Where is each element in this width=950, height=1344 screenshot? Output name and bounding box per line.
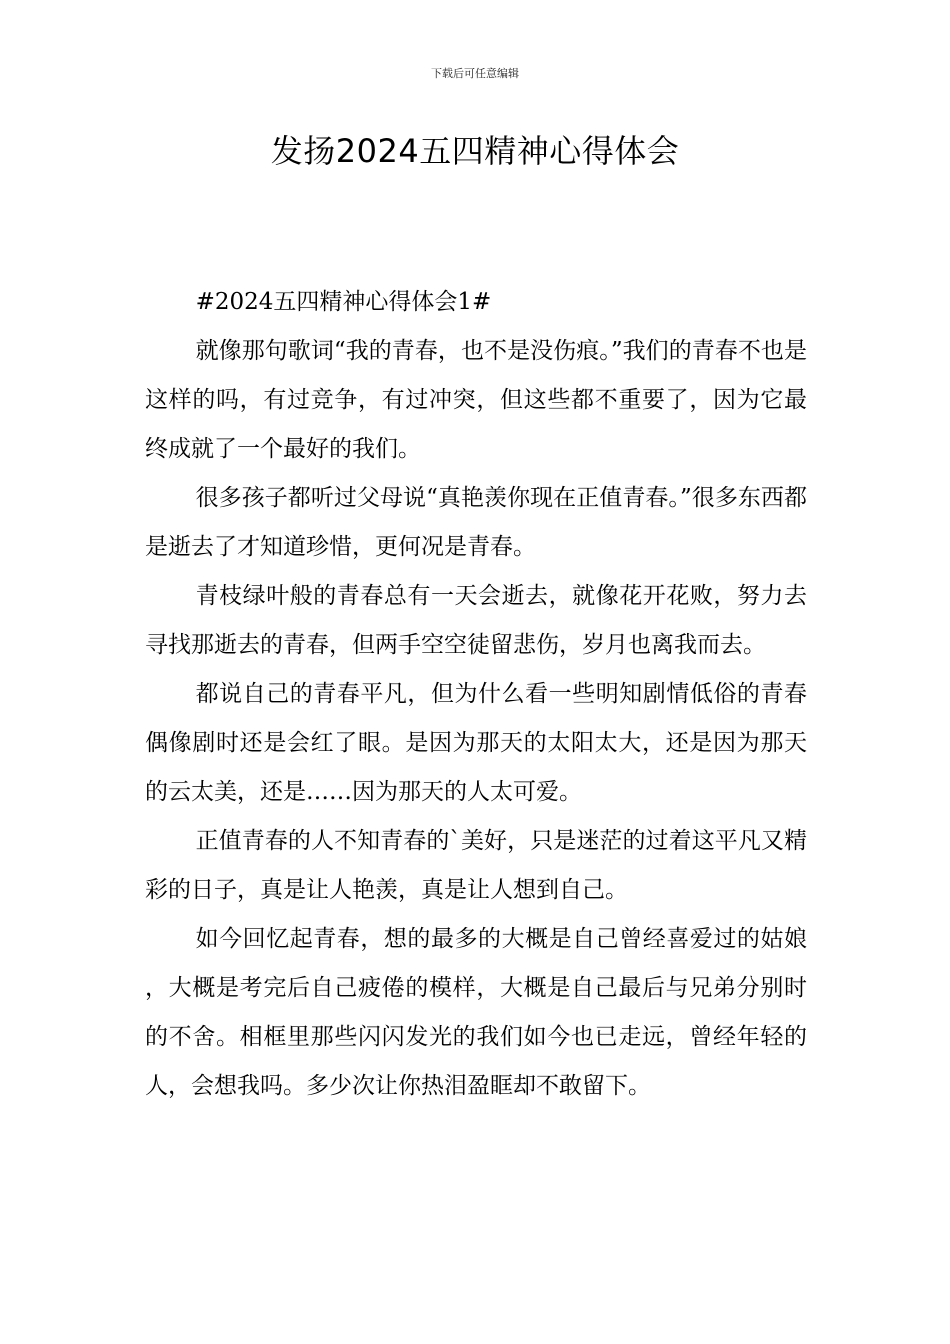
section-heading: #2024五四精神心得体会1#	[195, 289, 492, 315]
document-body	[145, 278, 807, 1111]
header-note: 下载后可任意编辑	[431, 67, 519, 80]
paragraph: 青枝绿叶般的青春总有一天会逝去，就像花开花败，努力去寻找那逝去的青春，但两手空空徒留悲伤，岁月也离我而去。	[145, 583, 807, 658]
paragraph: 很多孩子都听过父母说“真艳羡你现在正值青春。”很多东西都是逝去了才知道珍惜，更何况是青春。	[145, 485, 807, 560]
paragraph: 都说自己的青春平凡，但为什么看一些明知剧情低俗的青春偶像剧时还是会红了眼。是因为那天的太阳太大，还是因为那天的云太美，还是……因为那天的人太可爱。	[145, 681, 807, 805]
paragraph: 正值青春的人不知青春的`美好，只是迷茫的过着这平凡又精彩的日子，真是让人艳羡，真是让人想到自己。	[145, 828, 807, 903]
paragraph: 就像那句歌词“我的青春，也不是没伤痕。”我们的青春不也是这样的吗，有过竞争，有过冲突，但这些都不重要了，因为它最终成就了一个最好的我们。	[145, 338, 807, 462]
document-title: 发扬2024五四精神心得体会	[270, 132, 680, 170]
paragraph: 如今回忆起青春，想的最多的大概是自己曾经喜爱过的姑娘，大概是考完后自己疲倦的模样，大概是自己最后与兄弟分别时的不舍。相框里那些闪闪发光的我们如今也已走远，曾经年轻的人，会想我吗。多少次让你热泪盈眶却不敢留下。	[145, 926, 807, 1099]
